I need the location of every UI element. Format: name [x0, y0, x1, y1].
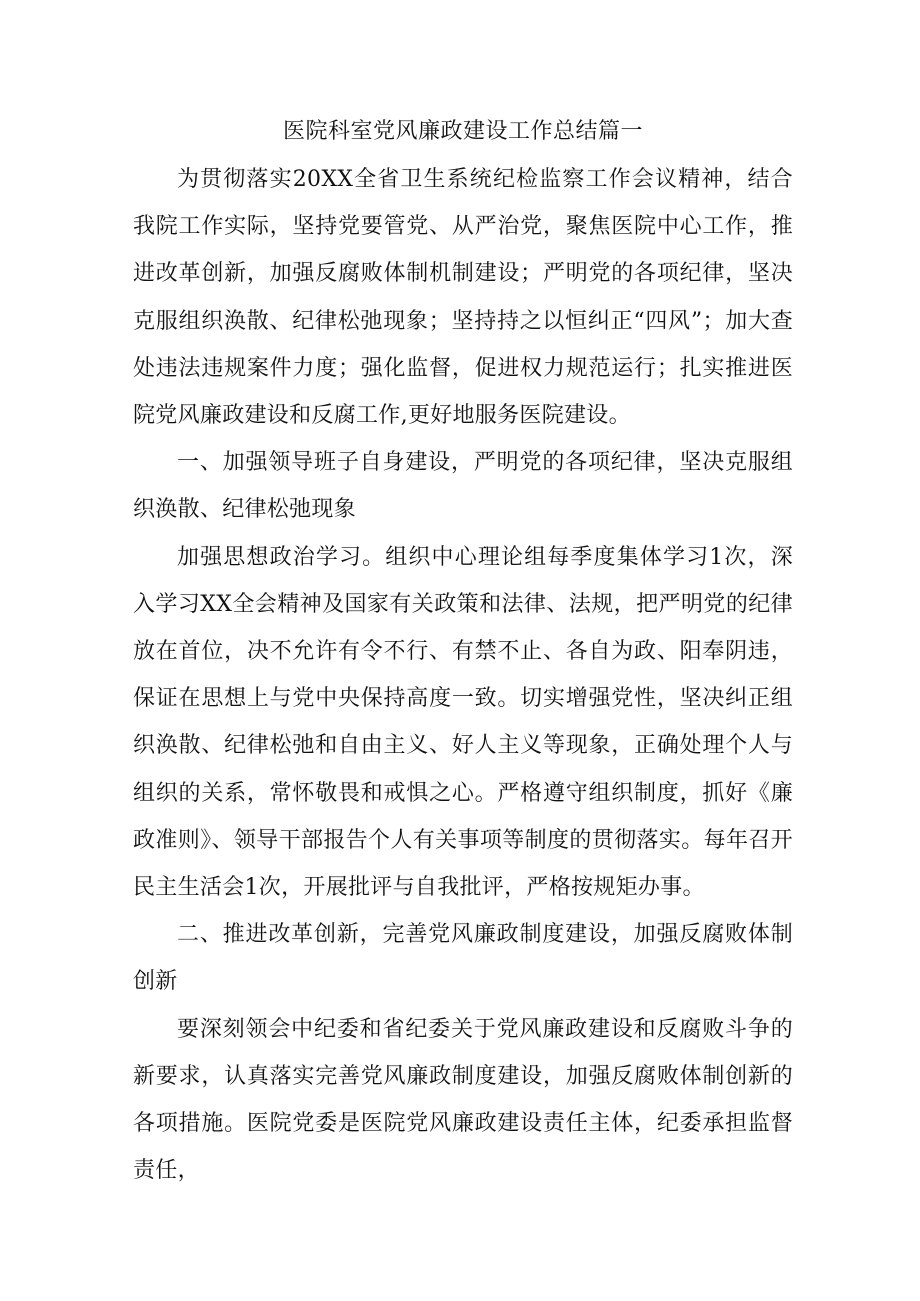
- section-heading-1: 一、加强领导班子自身建设，严明党的各项纪律，坚决克服组织涣散、纪律松弛现象: [133, 450, 793, 523]
- section-heading-2: 二、推进改革创新，完善党风廉政制度建设，加强反腐败体制创新: [133, 922, 793, 995]
- document-title: 医院科室党风廉政建设工作总结篇一: [282, 119, 643, 144]
- section-2-paragraph: 要深刻领会中纪委和省纪委关于党风廉政建设和反腐败斗争的新要求，认真落实完善党风廉政制度建设，加强反腐败体制创新的各项措施。医院党委是医院党风廉政建设责任主体，纪委承担监督责任，: [133, 1016, 793, 1184]
- document-body: [133, 112, 793, 1194]
- intro-paragraph: 为贯彻落实20XX全省卫生系统纪检监察工作会议精神，结合我院工作实际，坚持党要管党、从严治党，聚焦医院中心工作，推进改革创新，加强反腐败体制机制建设；严明党的各项纪律，坚决克服组织涣散、纪律松弛现象；坚持持之以恒纠正“四风”；加大查处违法违规案件力度；强化监督，促进权力规范运行；扎实推进医院党风廉政建设和反腐工作,更好地服务医院建设。: [133, 167, 793, 429]
- section-1-paragraph: 加强思想政治学习。组织中心理论组每季度集体学习1次，深入学习XX全会精神及国家有关政策和法律、法规，把严明党的纪律放在首位，决不允许有令不行、有禁不止、各自为政、阳奉阴违，保证在思想上与党中央保持高度一致。切实增强党性，坚决纠正组织涣散、纪律松弛和自由主义、好人主义等现象，正确处理个人与组织的关系，常怀敬畏和戒惧之心。严格遵守组织制度，抓好《廉政准则》、领导干部报告个人有关事项等制度的贯彻落实。每年召开民主生活会1次，开展批评与自我批评，严格按规矩办事。: [133, 544, 793, 901]
